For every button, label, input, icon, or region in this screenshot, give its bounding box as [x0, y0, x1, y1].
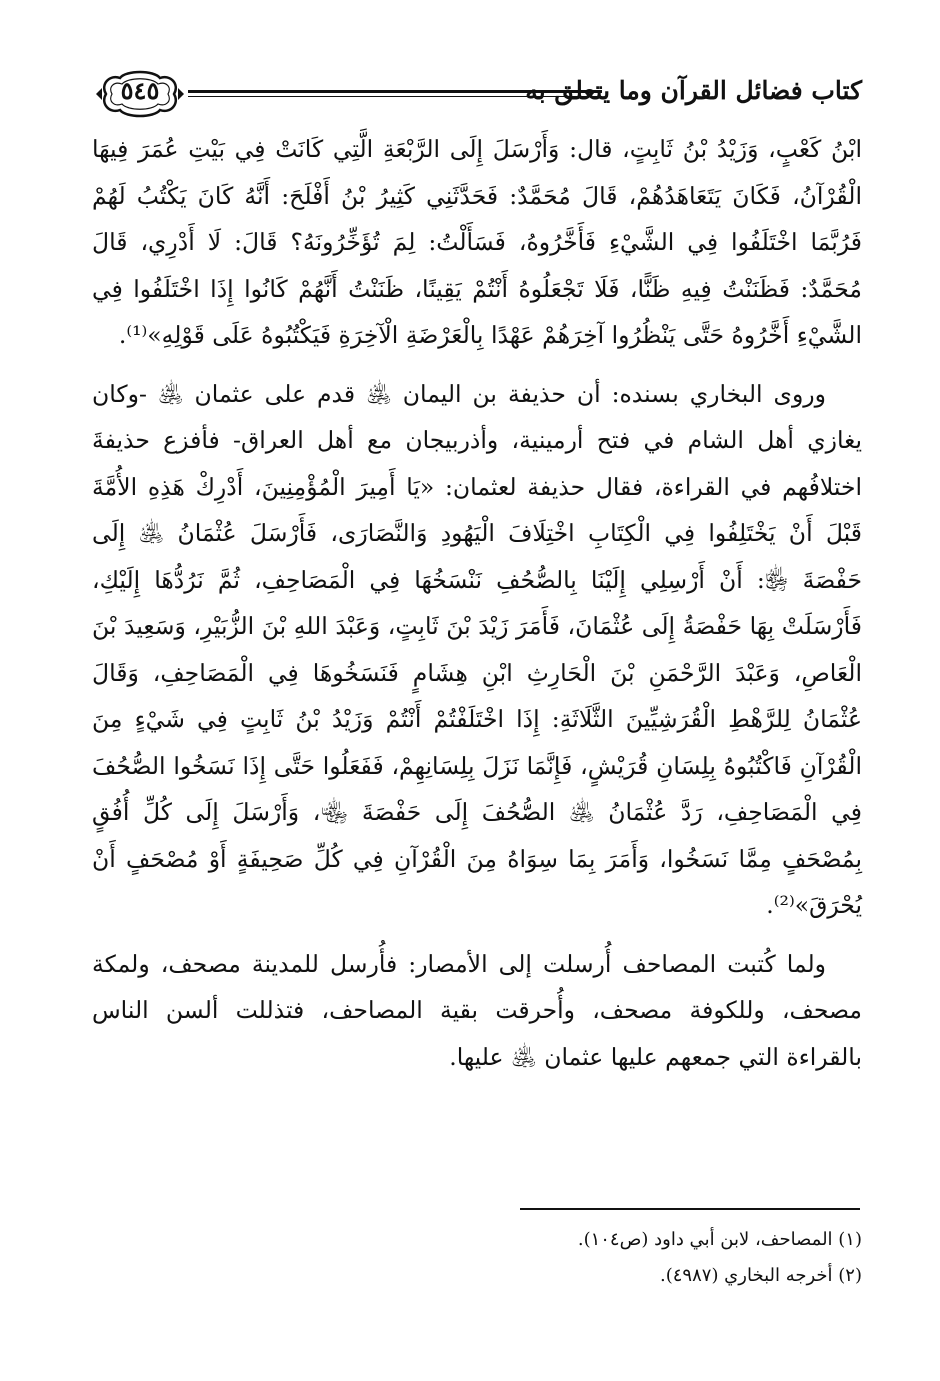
footnote-separator: [520, 1208, 860, 1210]
paragraph-bukhari-narration: وروى البخاري بسنده: أن حذيفة بن اليمان ﵁ قدم على عثمان ﵁ -وكان يغازي أهل الشام في فتح أرمينية، وأذربيجان مع أهل العراق- فأفزع حذيفةَ اختلافُهم في القراءة، فقال حذيفة لعثمان: «يَا أَمِيرَ الْمُؤْمِنِينَ، أَدْرِكْ هَذِهِ الأُمَّةَ قَبْلَ أَنْ يَخْتَلِفُوا فِي الْكِتَابِ اخْتِلَافَ الْيَهُودِ وَالنَّصَارَى، فَأَرْسَلَ عُثْمَانُ ﵁ إِلَى حَفْصَةَ ﵂: أَنْ أَرْسِلِي إِلَيْنَا بِالصُّحُفِ نَنْسَخُهَا فِي الْمَصَاحِفِ، ثُمَّ نَرُدُّهَا إِلَيْكِ، فَأَرْسَلَتْ بِهَا حَفْصَةُ إِلَى عُثْمَانَ، فَأَمَرَ زَيْدَ بْنَ ثَابِتٍ، وَعَبْدَ اللهِ بْنَ الزُّبَيْرِ، وَسَعِيدَ بْنَ الْعَاصِ، وَعَبْدَ الرَّحْمَنِ بْنَ الْحَارِثِ ابْنِ هِشَامٍ فَنَسَخُوهَا فِي الْمَصَاحِفِ، وَقَالَ عُثْمَانُ لِلرَّهْطِ الْقُرَشِيِّينَ الثَّلَاثَةِ: إِذَا اخْتَلَفْتُمْ أَنْتُمْ وَزَيْدُ بْنُ ثَابِتٍ فِي شَيْءٍ مِنَ الْقُرْآنِ فَاكْتُبُوهُ بِلِسَانِ قُرَيْشٍ، فَإِنَّمَا نَزَلَ بِلِسَانِهِمْ، فَفَعَلُوا حَتَّى إِذَا نَسَخُوا الصُّحُفَ فِي الْمَصَاحِفِ، رَدَّ عُثْمَانُ ﵁ الصُّحُفَ إِلَى حَفْصَةَ ﵄، وَأَرْسَلَ إِلَى كُلِّ أُفُقٍ بِمُصْحَفٍ مِمَّا نَسَخُوا، وَأَمَرَ بِمَا سِوَاهُ مِنَ الْقُرْآنِ فِي كُلِّ صَحِيفَةٍ أَوْ مُصْحَفٍ أَنْ يُحْرَقَ»⁽²⁾.: [92, 379, 862, 919]
page-header: [92, 62, 862, 122]
page-number-badge: [92, 66, 188, 122]
main-text: [92, 126, 862, 1092]
footnotes: [92, 1222, 862, 1294]
footnote-2: (٢) أخرجه البخاري (٤٩٨٧).: [660, 1265, 862, 1286]
paragraph-hadith-continuation: ابْنُ كَعْبٍ، وَزَيْدُ بْنُ ثَابِتٍ، قال: وَأَرْسَلَ إِلَى الرَّبْعَةِ الَّتِي كَانَتْ فِي بَيْتِ عُمَرَ فِيهَا الْقُرْآنُ، فَكَانَ يَتَعَاهَدُهُمْ، قَالَ مُحَمَّدٌ: فَحَدَّثَنِي كَثِيرُ بْنُ أَفْلَحَ: أَنَّهُ كَانَ يَكْتُبُ لَهُمْ فَرُبَّمَا اخْتَلَفُوا فِي الشَّيْءِ فَأَخَّرُوهُ، فَسَأَلْتُ: لِمَ تُؤَخِّرُونَهُ؟ قَالَ: لَا أَدْرِي، قَالَ مُحَمَّدٌ: فَظَنَنْتُ فِيهِ ظَنًّا، فَلَا تَجْعَلُوهُ أَنْتُمْ يَقِينًا، ظَنَنْتُ أَنَّهُمْ كَانُوا إِذَا اخْتَلَفُوا فِي الشَّيْءِ أَخَّرُوهُ حَتَّى يَنْظُرُوا آخِرَهُمْ عَهْدًا بِالْعَرْضَةِ الْآخِرَةِ فَيَكْتُبُوهُ عَلَى قَوْلِهِ»⁽¹⁾.: [92, 135, 863, 349]
page-number: ٥٤٥: [120, 76, 160, 105]
running-head-title: كتاب فضائل القرآن وما يتعلق به: [525, 76, 862, 105]
footnote-1: (١) المصاحف، لابن أبي داود (ص١٠٤).: [577, 1229, 862, 1250]
paragraph-distribution: ولما كُتبت المصاحف أُرسلت إلى الأمصار: فأُرسل للمدينة مصحف، ولمكة مصحف، وللكوفة مصحف، وأُحرقت بقية المصاحف، فتذللت ألسن الناس بالقراءة التي جمعهم عليها عثمان ﵁ عليها.: [92, 949, 862, 1071]
